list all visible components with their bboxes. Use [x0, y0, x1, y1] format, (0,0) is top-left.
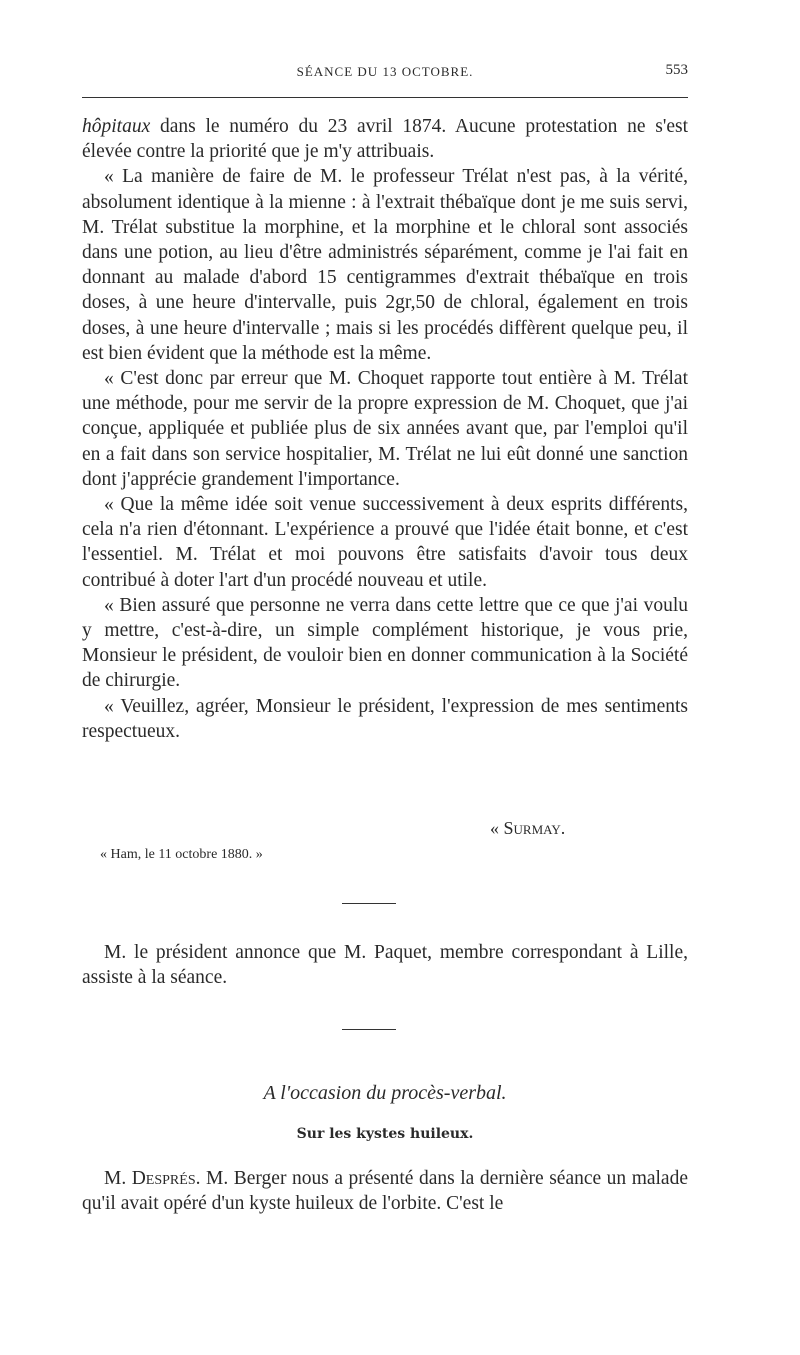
separator-rule [342, 1029, 396, 1030]
signature: « Surmay. [490, 818, 566, 838]
paragraph-text: M. Berger nous a présenté dans la dernière séance un malade qu'il avait opéré d'un kyste huileux de l'orbite. C'est le [82, 1168, 688, 1215]
running-header [82, 62, 688, 84]
section-title: A l'occasion du procès-verbal. [263, 1082, 507, 1104]
letter-paragraph: « Bien assuré que personne ne verra dans cette lettre que ce que j'ai voulu y mettre, c'est-à-dire, un simple complément historique, je vous prie, Monsieur le président, de vouloir bien en donner communication à la Société de chirurgie. [82, 594, 688, 692]
speaker-name: M. Després. [104, 1168, 201, 1189]
header-rule [82, 97, 688, 98]
dateline: « Ham, le 11 octobre 1880. » [100, 847, 263, 862]
letter-body [82, 114, 688, 744]
announcement-text: M. le président annonce que M. Paquet, membre correspondant à Lille, assiste à la séance. [82, 942, 688, 989]
italic-word: hôpitaux [82, 116, 151, 137]
letter-paragraph: « La manière de faire de M. le professeur Trélat n'est pas, à la vérité, absolument identique à la mienne : à l'extrait thébaïque dont je me suis servi, M. Trélat substitue la morphine, et la morphine et le chloral sont associés dans une potion, au lieu d'être administrés séparément, comme je l'ai fait en donnant au malade d'abord 15 centigrammes d'extrait thébaïque en trois doses, à une heure d'intervalle, puis 2gr,50 de chloral, également en trois doses, à une heure d'intervalle ; mais si les procédés diffèrent quelque peu, il est bien évident que la méthode est la même. [82, 166, 688, 364]
announcement [82, 940, 688, 990]
paragraph-text: dans le numéro du 23 avril 1874. Aucune protestation ne s'est élevée contre la priorité que je m'y attribuais. [82, 116, 688, 163]
letter-paragraph: « Veuillez, agréer, Monsieur le président, l'expression de mes sentiments respectueux. [82, 695, 688, 742]
separator-rule [342, 903, 396, 904]
section-subtitle: Sur les kystes huileux. [296, 1126, 474, 1142]
letter-paragraph: « C'est donc par erreur que M. Choquet rapporte tout entière à M. Trélat une méthode, pour me servir de la propre expression de M. Choquet, que j'ai conçue, appliquée et publiée plus de six années avant que, par l'emploi qu'il en a fait dans son service hospitalier, M. Trélat ne lui eût donné une sanction dont j'apprécie grandement l'importance. [82, 368, 688, 490]
header-title: SÉANCE DU 13 OCTOBRE. [296, 64, 474, 79]
page-number: 553 [665, 62, 688, 78]
section-paragraph [82, 1166, 688, 1216]
letter-paragraph [82, 114, 688, 164]
section-body [82, 1166, 688, 1216]
letter-paragraph: « Que la même idée soit venue successivement à deux esprits différents, cela n'a rien d'étonnant. L'expérience a prouvé que l'idée était bonne, et c'est l'essentiel. M. Trélat et moi pouvons être satisfaits d'avoir tous deux contribué à doter l'art d'un procédé nouveau et utile. [82, 494, 688, 591]
